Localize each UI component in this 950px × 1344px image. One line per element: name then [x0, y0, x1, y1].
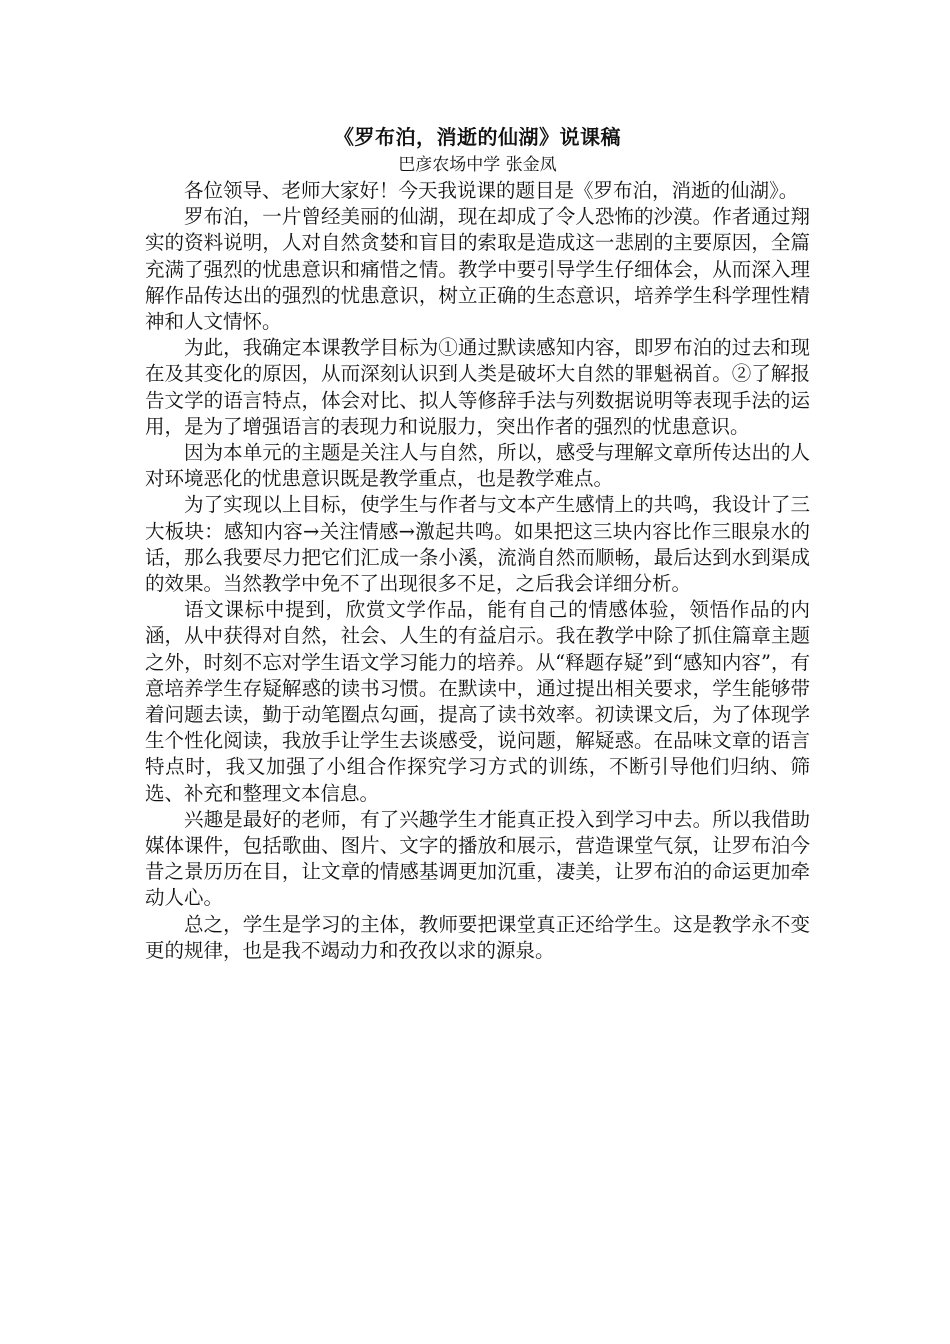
paragraph-design: 为了实现以上目标，使学生与作者与文本产生感情上的共鸣，我设计了三大板块：感知内容→关注情感→激起共鸣。如果把这三块内容比作三眼泉水的话，那么我要尽力把它们汇成一条小溪，流淌自然而顺畅，最后达到水到渠成的效果。当然教学中免不了出现很多不足，之后我会详细分析。 — [145, 493, 810, 596]
paragraph-teaching-goals: 为此，我确定本课教学目标为①通过默读感知内容，即罗布泊的过去和现在及其变化的原因，从而深刻认识到人类是破坏大自然的罪魁祸首。②了解报告文学的语言特点，体会对比、拟人等修辞手法与列数据说明等表现手法的运用，是为了增强语言的表现力和说服力，突出作者的强烈的忧患意识。 — [145, 336, 810, 438]
paragraph-conclusion: 总之，学生是学习的主体，教师要把课堂真正还给学生。这是教学永不变更的规律，也是我不竭动力和孜孜以求的源泉。 — [145, 912, 810, 962]
document-body — [145, 122, 810, 964]
paragraph-interest: 兴趣是最好的老师，有了兴趣学生才能真正投入到学习中去。所以我借助媒体课件，包括歌曲、图片、文字的播放和展示，营造课堂气氛，让罗布泊今昔之景历历在目，让文章的情感基调更加沉重，凄美，让罗布泊的命运更加牵动人心。 — [145, 807, 810, 910]
paragraph-curriculum: 语文课标中提到，欣赏文学作品，能有自己的情感体验，领悟作品的内涵，从中获得对自然，社会、人生的有益启示。我在教学中除了抓住篇章主题之外，时刻不忘对学生语文学习能力的培养。从“释题存疑”到“感知内容”，有意培养学生存疑解惑的读书习惯。在默读中，通过提出相关要求，学生能够带着问题去读，勤于动笔圈点勾画，提高了读书效率。初读课文后，为了体现学生个性化阅读，我放手让学生去谈感受，说问题，解疑惑。在品味文章的语言特点时，我又加强了小组合作探究学习方式的训练，不断引导他们归纳、筛选、补充和整理文本信息。 — [145, 598, 810, 805]
paragraph-greeting: 各位领导、老师大家好！今天我说课的题目是《罗布泊，消逝的仙湖》。 — [184, 179, 799, 202]
paragraph-content-analysis: 罗布泊，一片曾经美丽的仙湖，现在却成了令人恐怖的沙漠。作者通过翔实的资料说明，人对自然贪婪和盲目的索取是造成这一悲剧的主要原因，全篇充满了强烈的忧患意识和痛惜之情。教学中要引导学生仔细体会，从而深入理解作品传达出的强烈的忧患意识，树立正确的生态意识，培养学生科学理性精神和人文情怀。 — [145, 205, 810, 334]
author-line: 巴彦农场中学 张金凤 — [398, 155, 557, 175]
document-title: 《罗布泊，消逝的仙湖》说课稿 — [334, 125, 621, 149]
paragraph-key-points: 因为本单元的主题是关注人与自然，所以，感受与理解文章所传达出的人对环境恶化的忧患意识既是教学重点，也是教学难点。 — [145, 441, 810, 491]
